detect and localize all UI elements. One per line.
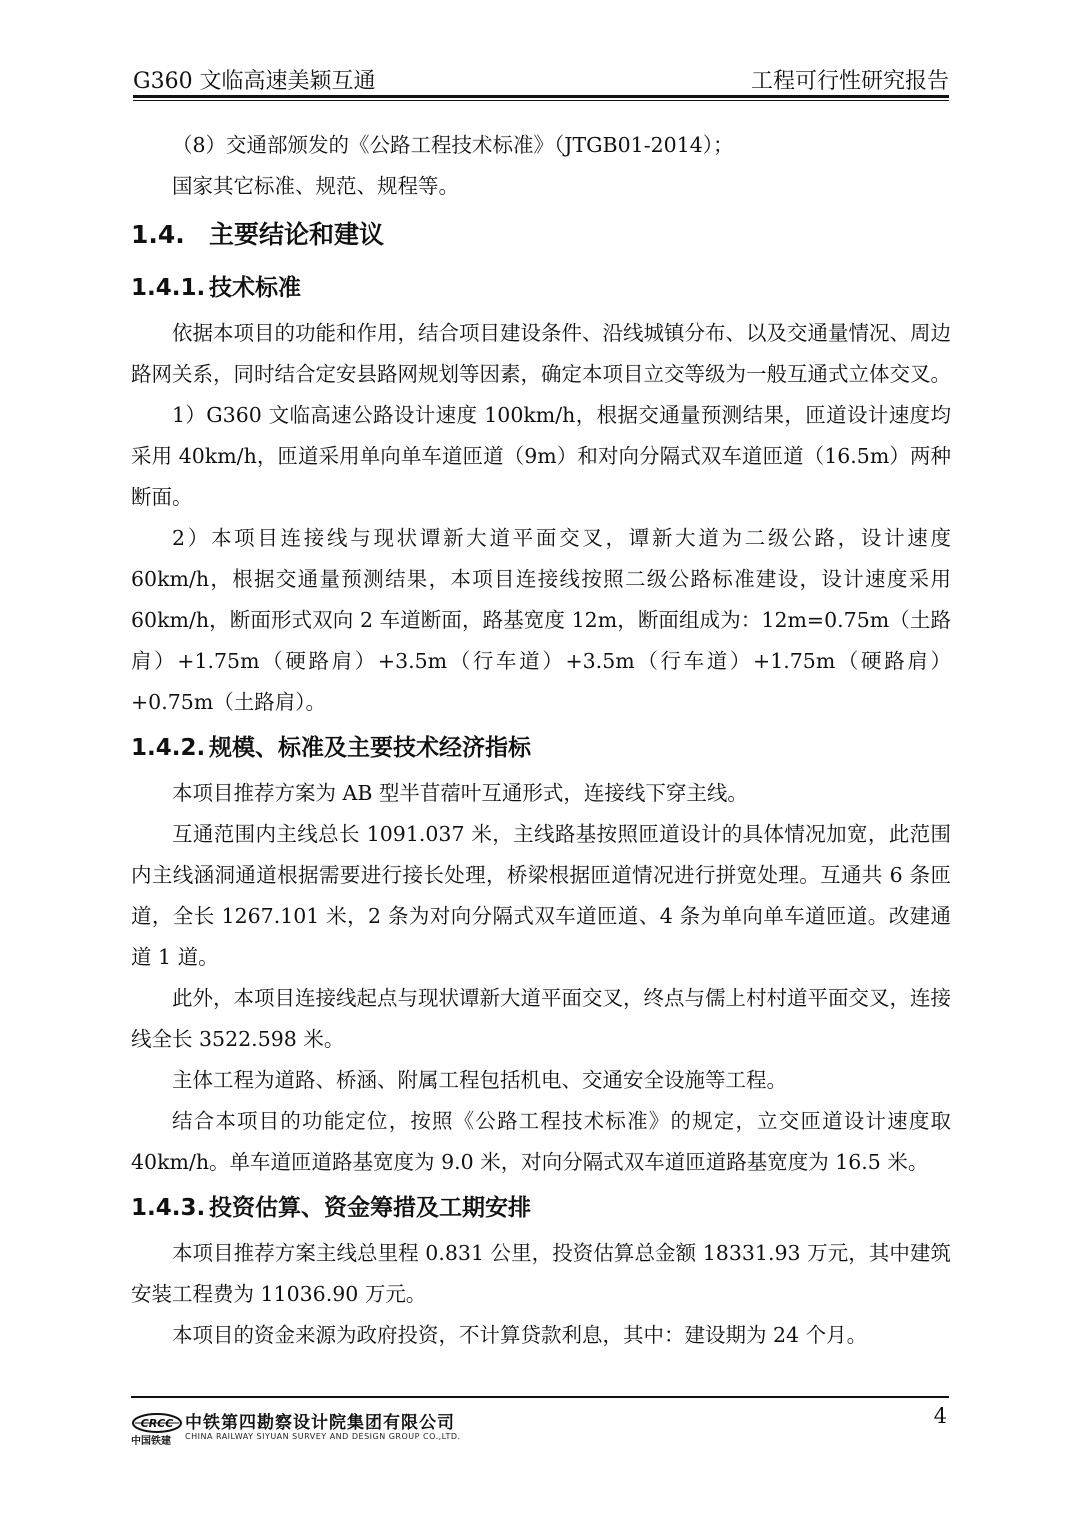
paragraph: 国家其它标准、规范、规程等。 [172, 174, 459, 198]
section-heading-1-4-2 [131, 723, 951, 773]
paragraph: 主体工程为道路、桥涵、附属工程包括机电、交通安全设施等工程。 [172, 1068, 787, 1092]
company-name-english: CHINA RAILWAY SIYUAN SURVEY AND DESIGN GROUP CO.,LTD. [185, 1432, 461, 1441]
paragraph: 本项目的资金来源为政府投资，不计算贷款利息，其中：建设期为 24 个月。 [172, 1323, 868, 1347]
paragraph: 本项目推荐方案主线总里程 0.831 公里，投资估算总金额 18331.93 万元，其中建筑安装工程费为 11036.90 万元。 [131, 1241, 951, 1306]
footer-rule [131, 1396, 949, 1398]
paragraph: 1）G360 文临高速公路设计速度 100km/h，根据交通量预测结果，匝道设计速度均采用 40km/h，匝道采用单向单车道匝道（9m）和对向分隔式双车道匝道（16.5m）两种断面。 [131, 403, 951, 509]
paragraph: 本项目推荐方案为 AB 型半苜蓿叶互通形式，连接线下穿主线。 [172, 781, 748, 805]
section-number: 1.4. [131, 220, 185, 249]
header-report-title: 工程可行性研究报告 [750, 69, 949, 94]
section-title: 技术标准 [209, 275, 301, 301]
paragraph: 依据本项目的功能和作用，结合项目建设条件、沿线城镇分布、以及交通量情况、周边路网关系，同时结合定安县路网规划等因素，确定本项目立交等级为一般互通式立体交叉。 [131, 321, 951, 386]
section-number: 1.4.3. [131, 1195, 206, 1221]
section-number: 1.4.1. [131, 275, 206, 301]
paragraph: 2）本项目连接线与现状谭新大道平面交叉，谭新大道为二级公路，设计速度 60km/h，根据交通量预测结果，本项目连接线按照二级公路标准建设，设计速度采用 60km/h，断面形式双向 2 车道断面，路基宽度 12m，断面组成为：12m=0.75m（土路肩）+1.75m（硬路肩）+3.5m（行车道）+3.5m（行车道）+1.75m（硬路肩）+0.75m（土路肩）。 [131, 526, 951, 714]
section-title: 主要结论和建议 [209, 220, 385, 249]
header-project-title: G360 文临高速美颖互通 [133, 69, 376, 94]
company-name-chinese: 中铁第四勘察设计院集团有限公司 [185, 1413, 455, 1433]
page-number: 4 [933, 1404, 947, 1428]
section-title: 投资估算、资金筹措及工期安排 [209, 1195, 531, 1221]
section-number: 1.4.2. [131, 735, 206, 761]
section-heading-1-4 [131, 207, 951, 263]
section-heading-1-4-1 [131, 263, 951, 313]
page-footer [131, 1402, 949, 1452]
paragraph: 结合本项目的功能定位，按照《公路工程技术标准》的规定，立交匝道设计速度取 40km/h。单车道匝道路基宽度为 9.0 米，对向分隔式双车道匝道路基宽度为 16.5 米。 [131, 1109, 951, 1174]
paragraph: （8）交通部颁发的《公路工程技术标准》（JTGB01-2014）； [172, 133, 734, 157]
header-rule-thin [133, 100, 949, 101]
logo-text: CRCC [140, 1417, 174, 1430]
logo-chinese-text: 中国铁建 [131, 1436, 171, 1447]
section-title: 规模、标准及主要技术经济指标 [209, 735, 531, 761]
document-body [131, 125, 951, 1356]
header-rule [133, 95, 949, 98]
page-header [133, 60, 949, 98]
section-heading-1-4-3 [131, 1183, 951, 1233]
paragraph: 互通范围内主线总长 1091.037 米，主线路基按照匝道设计的具体情况加宽，此范围内主线涵洞通道根据需要进行接长处理，桥梁根据匝道情况进行拼宽处理。互通共 6 条匝道，全长 1267.101 米，2 条为对向分隔式双车道匝道、4 条为单向单车道匝道。改建通道 1 道。 [131, 822, 951, 969]
paragraph: 此外，本项目连接线起点与现状谭新大道平面交叉，终点与儒上村村道平面交叉，连接线全长 3522.598 米。 [131, 986, 951, 1051]
